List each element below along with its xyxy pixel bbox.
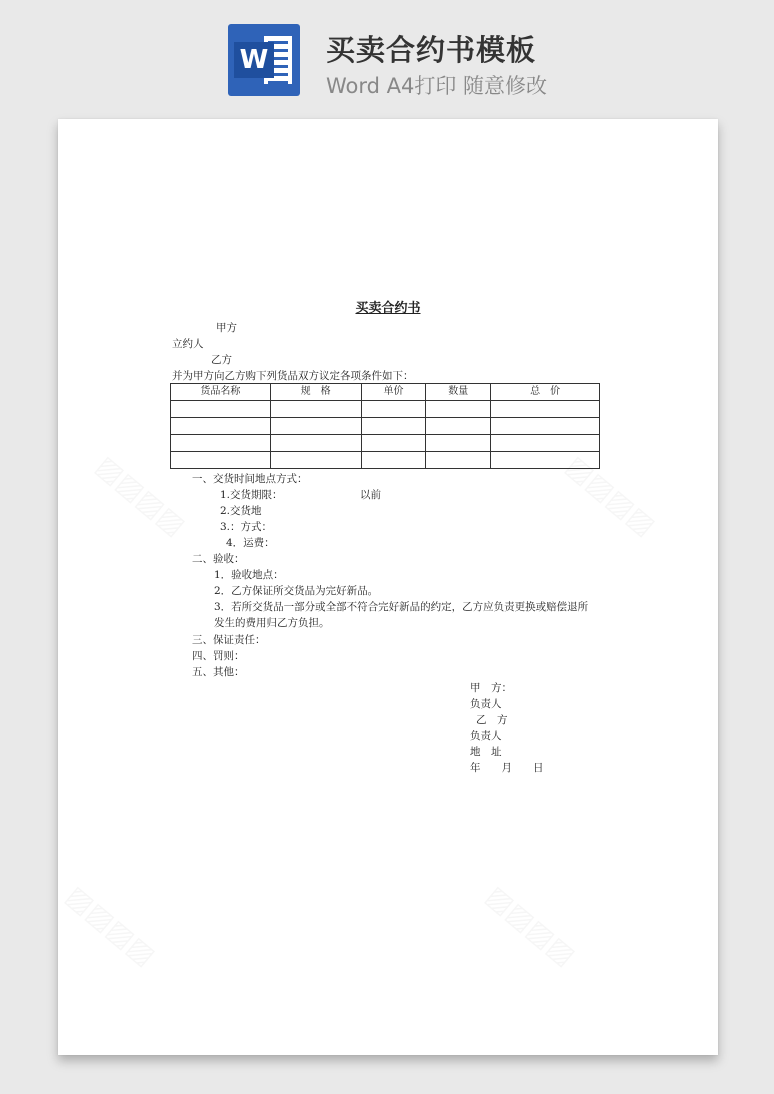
- delivery-deadline-suffix: 以前: [360, 489, 381, 501]
- table-header-cell: 单价: [361, 384, 426, 401]
- table-row: [171, 401, 600, 418]
- section2-item: 3．若所交货品一部分或全部不符合完好新品的约定，乙方应负责更换或赔偿退所: [214, 601, 589, 613]
- document-page: [58, 119, 718, 1055]
- signature-address: 地 址: [470, 746, 502, 758]
- table-header-cell: 数量: [426, 384, 491, 401]
- banner: [0, 0, 774, 112]
- table-header-cell: 规 格: [270, 384, 361, 401]
- table-header-row: [171, 384, 600, 401]
- table-row: [171, 418, 600, 435]
- section3-heading: 三、保证责任：: [192, 634, 266, 646]
- delivery-deadline-label: 1.交货期限：: [220, 489, 283, 501]
- section2-item: 发生的费用归乙方负担。: [214, 617, 330, 629]
- section2-item: 2．乙方保证所交货品为完好新品。: [214, 585, 379, 597]
- section2-item: 1．验收地点：: [214, 569, 284, 581]
- signature-party-a: 甲 方：: [470, 682, 512, 694]
- section2-heading: 二、验收：: [192, 553, 245, 565]
- document-title: 买卖合约书: [355, 301, 421, 316]
- freight-label: 4．运费：: [226, 537, 275, 549]
- signature-party-b: 乙 方: [476, 714, 508, 726]
- party-b-label: 乙方: [211, 354, 232, 366]
- table-header-cell: 货品名称: [171, 384, 271, 401]
- logo-letter: W: [234, 42, 274, 78]
- banner-subtitle: Word A4打印 随意修改: [326, 74, 548, 98]
- banner-title: 买卖合约书模板: [326, 33, 537, 67]
- signature-date: 年 月 日: [470, 762, 544, 774]
- section1-heading: 一、交货时间地点方式：: [192, 473, 308, 485]
- party-a-label: 甲方: [216, 322, 237, 334]
- intro-text: 并为甲方向乙方购下列货品双方议定各项条件如下：: [172, 370, 414, 382]
- section5-heading: 五、其他：: [192, 666, 245, 678]
- section4-heading: 四、罚则：: [192, 650, 245, 662]
- document-body: [58, 119, 718, 1055]
- delivery-method-label: 3.：方式：: [220, 521, 273, 533]
- goods-table: [170, 383, 600, 469]
- signature-person-a: 负责人: [470, 698, 502, 710]
- table-row: [171, 452, 600, 469]
- word-logo-icon: [228, 24, 300, 96]
- delivery-place-label: 2.交货地: [220, 505, 262, 517]
- signature-person-b: 负责人: [470, 730, 502, 742]
- contractor-label: 立约人: [172, 338, 204, 350]
- table-row: [171, 435, 600, 452]
- table-header-cell: 总 价: [491, 384, 600, 401]
